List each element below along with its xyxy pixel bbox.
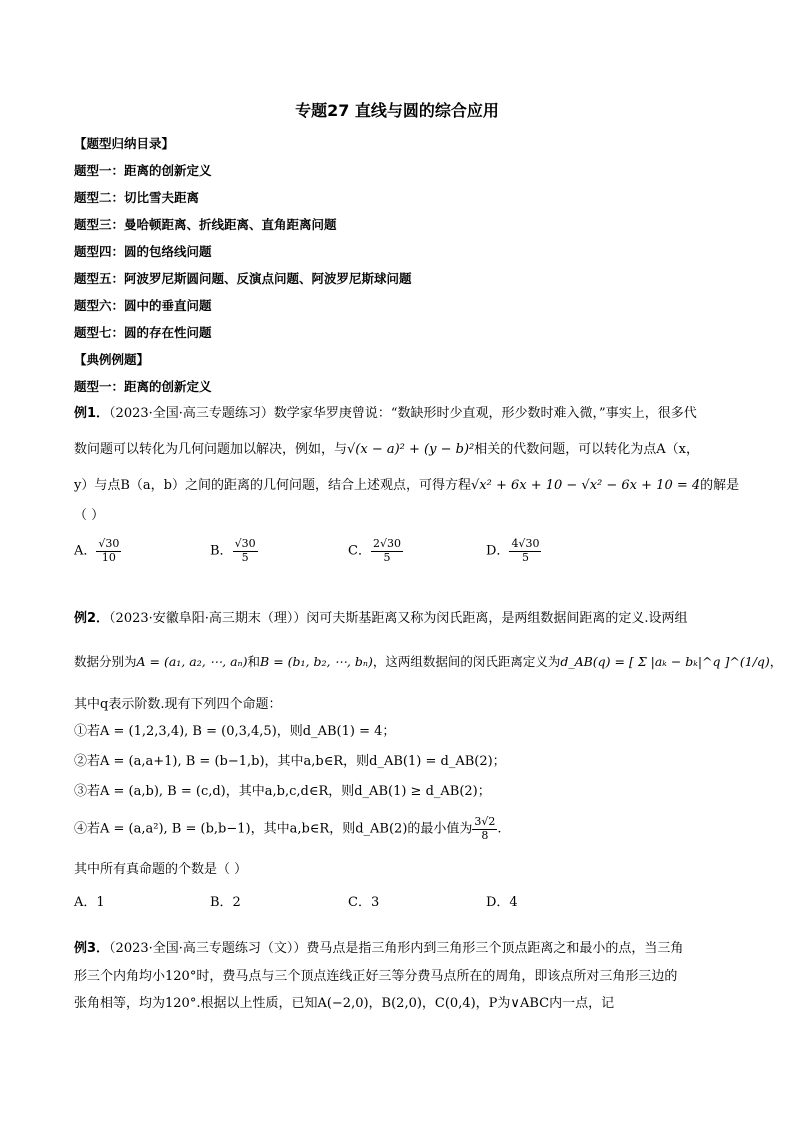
example-1-line-3: y）与点B（a，b）之间的距离的几何问题，结合上述观点，可得方程√x² + 6x + 10 − √x² − 6x + 10 = 4的解是	[74, 478, 740, 493]
example-label: 例2．	[74, 611, 110, 626]
option-d: D．4	[486, 895, 518, 910]
proposition-1: ①若A = (1,2,3,4), B = (0,3,4,5)，则d_AB(1) = 4；	[74, 724, 396, 739]
example-1-line-1: 例1．（2023·全国·高三专题练习）数学家华罗庚曾说：“数缺形时少直观，形少数时难入微，”事实上，很多代	[74, 406, 697, 421]
proposition-4: ④若A = (a,a²), B = (b,b−1)，其中a,b∈R，则d_AB(2)的最小值为 $\frac{3√2}{8}$ .	[74, 815, 502, 842]
fraction: $\frac{2√30}{5}$	[372, 537, 401, 564]
formula: √x² + 6x + 10 − √x² − 6x + 10 = 4	[470, 478, 701, 493]
example-source: （2023·全国·高三专题练习）	[109, 406, 274, 421]
catalog-item: 题型七：圆的存在性问题	[74, 325, 212, 340]
catalog-item: 题型一：距离的创新定义	[74, 163, 212, 178]
examples-header: 【典例例题】	[74, 352, 150, 367]
proposition-3: ③若A = (a,b), B = (c,d)，其中a,b,c,d∈R，则d_AB(1) ≥ d_AB(2)；	[74, 784, 491, 799]
formula: d_AB(q) = [ Σ |aₖ − bₖ|^q ]^(1/q)	[560, 654, 770, 669]
example-3-line-2: 形三个内角均小120°时，费马点与三个顶点连线正好三等分费马点所在的周角，即该点所对三角形三边的	[74, 969, 678, 984]
section-heading: 题型一：距离的创新定义	[74, 379, 212, 394]
catalog-header: 【题型归纳目录】	[74, 136, 175, 151]
formula: A = (a₁, a₂, ⋯, aₙ)	[136, 654, 248, 669]
option-c: C． $\frac{2√30}{5}$	[348, 537, 401, 564]
fraction: $\frac{√30}{10}$	[98, 537, 120, 564]
option-b: B． $\frac{√30}{5}$	[210, 537, 256, 564]
example-3-line-1: 例3．（2023·全国·高三专题练习（文））费马点是指三角形内到三角形三个顶点距离之和最小的点，当三角	[74, 941, 684, 956]
proposition-2: ②若A = (a,a+1), B = (b−1,b)，其中a,b∈R，则d_AB(1) = d_AB(2)；	[74, 754, 506, 769]
fraction: $\frac{√30}{5}$	[234, 537, 256, 564]
example-label: 例3．	[74, 941, 110, 956]
formula: B = (b₁, b₂, ⋯, bₙ)	[260, 654, 373, 669]
catalog-item: 题型三：曼哈顿距离、折线距离、直角距离问题	[74, 217, 337, 232]
formula: √(x − a)² + (y − b)²	[347, 442, 475, 457]
catalog-item: 题型四：圆的包络线问题	[74, 244, 212, 259]
example-label: 例1．	[74, 406, 110, 421]
page-title: 专题27 直线与圆的综合应用	[295, 101, 499, 120]
example-1-line-4: （ ）	[74, 508, 105, 523]
example-1-line-2: 数问题可以转化为几何问题加以解决，例如，与√(x − a)² + (y − b)²相关的代数问题，可以转化为点A（x，	[74, 442, 699, 457]
example-3-line-3: 张角相等，均为120°.根据以上性质，已知A(−2,0)，B(2,0)，C(0,4)，P为∨ABC内一点，记	[74, 996, 615, 1011]
option-d: D． $\frac{4√30}{5}$	[486, 537, 540, 564]
option-b: B．2	[210, 895, 241, 910]
example-source: （2023·安徽阜阳·高三期末（理））	[109, 611, 307, 626]
example-2-line-3: 其中q表示阶数.现有下列四个命题：	[74, 697, 282, 712]
catalog-item: 题型五：阿波罗尼斯圆问题、反演点问题、阿波罗尼斯球问题	[74, 271, 412, 286]
option-a: A．1	[74, 895, 105, 910]
catalog-item: 题型二：切比雪夫距离	[74, 190, 200, 205]
example-2-line-1: 例2．（2023·安徽阜阳·高三期末（理））闵可夫斯基距离又称为闵氏距离，是两组数据间距离的定义.设两组	[74, 611, 688, 626]
fraction: $\frac{3√2}{8}$	[474, 815, 496, 842]
option-c: C．3	[348, 895, 380, 910]
fraction: $\frac{4√30}{5}$	[511, 537, 540, 564]
option-a: A． $\frac{√30}{10}$	[74, 537, 120, 564]
example-2-question: 其中所有真命题的个数是（ ）	[74, 862, 248, 877]
example-2-line-2: 数据分别为A = (a₁, a₂, ⋯, aₙ)和B = (b₁, b₂, ⋯, bₙ)，这两组数据间的闵氏距离定义为d_AB(q) = [ Σ |aₖ − bₖ|^q ]^(1/q)，	[74, 654, 783, 669]
example-source: （2023·全国·高三专题练习（文））	[109, 941, 307, 956]
catalog-item: 题型六：圆中的垂直问题	[74, 298, 212, 313]
